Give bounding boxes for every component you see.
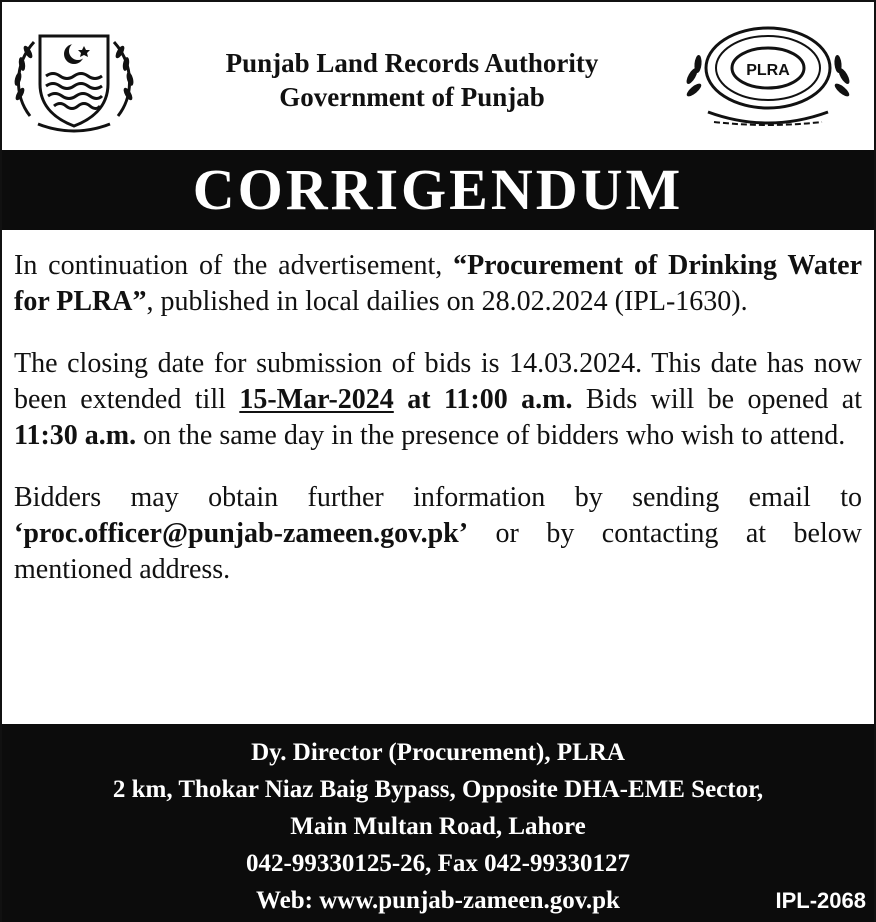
organization-name: Punjab Land Records Authority	[225, 48, 599, 78]
paragraph-contact	[14, 480, 862, 588]
address-line-2: Main Multan Road, Lahore	[290, 813, 586, 840]
p3-text-a: Bidders may obtain further information by sending email to	[14, 482, 862, 513]
extended-date: 15-Mar-2024	[239, 384, 394, 415]
p2-text-c: on the same day in the presence of bidders who wish to attend.	[136, 420, 846, 451]
contact-email[interactable]: ‘proc.officer@punjab-zameen.gov.pk’	[14, 518, 469, 549]
contact-designation: Dy. Director (Procurement), PLRA	[251, 739, 625, 766]
address-line-1: 2 km, Thokar Niaz Baig Bypass, Opposite DHA-EME Sector,	[112, 776, 764, 803]
p1-text-b: , published in local dailies on 28.02.2024 (IPL-1630).	[146, 286, 748, 317]
closing-time: at 11:00 a.m.	[393, 384, 573, 415]
phone-fax: 042-99330125-26, Fax 042-99330127	[246, 850, 630, 877]
opening-time: 11:30 a.m.	[14, 420, 137, 451]
p3-text-b: or by contacting at below mentioned address.	[14, 518, 862, 585]
ipl-reference-code: IPL-2068	[775, 888, 866, 913]
punjab-government-emblem-icon	[10, 24, 138, 136]
header	[2, 2, 874, 150]
tender-title: “Procurement of Drinking Water for PLRA”	[14, 250, 862, 317]
address-block	[2, 734, 874, 919]
p1-text-a: In continuation of the advertisement,	[14, 250, 454, 281]
p2-text-a: The closing date for submission of bids is 14.03.2024. This date has now been extended till	[14, 348, 862, 415]
page-title: CORRIGENDUM	[192, 157, 684, 222]
p2-text-b: Bids will be opened at	[572, 384, 862, 415]
paragraph-continuation	[14, 248, 862, 320]
website[interactable]: Web: www.punjab-zameen.gov.pk	[256, 887, 620, 914]
plra-logo-icon	[678, 20, 858, 140]
plra-logo-text: PLRA	[746, 62, 790, 79]
paragraph-extension	[14, 346, 862, 454]
footer-address-band	[2, 724, 874, 922]
government-name: Government of Punjab	[279, 82, 545, 112]
organization-block	[162, 46, 662, 114]
notice-body	[14, 248, 862, 614]
title-band	[2, 150, 874, 230]
